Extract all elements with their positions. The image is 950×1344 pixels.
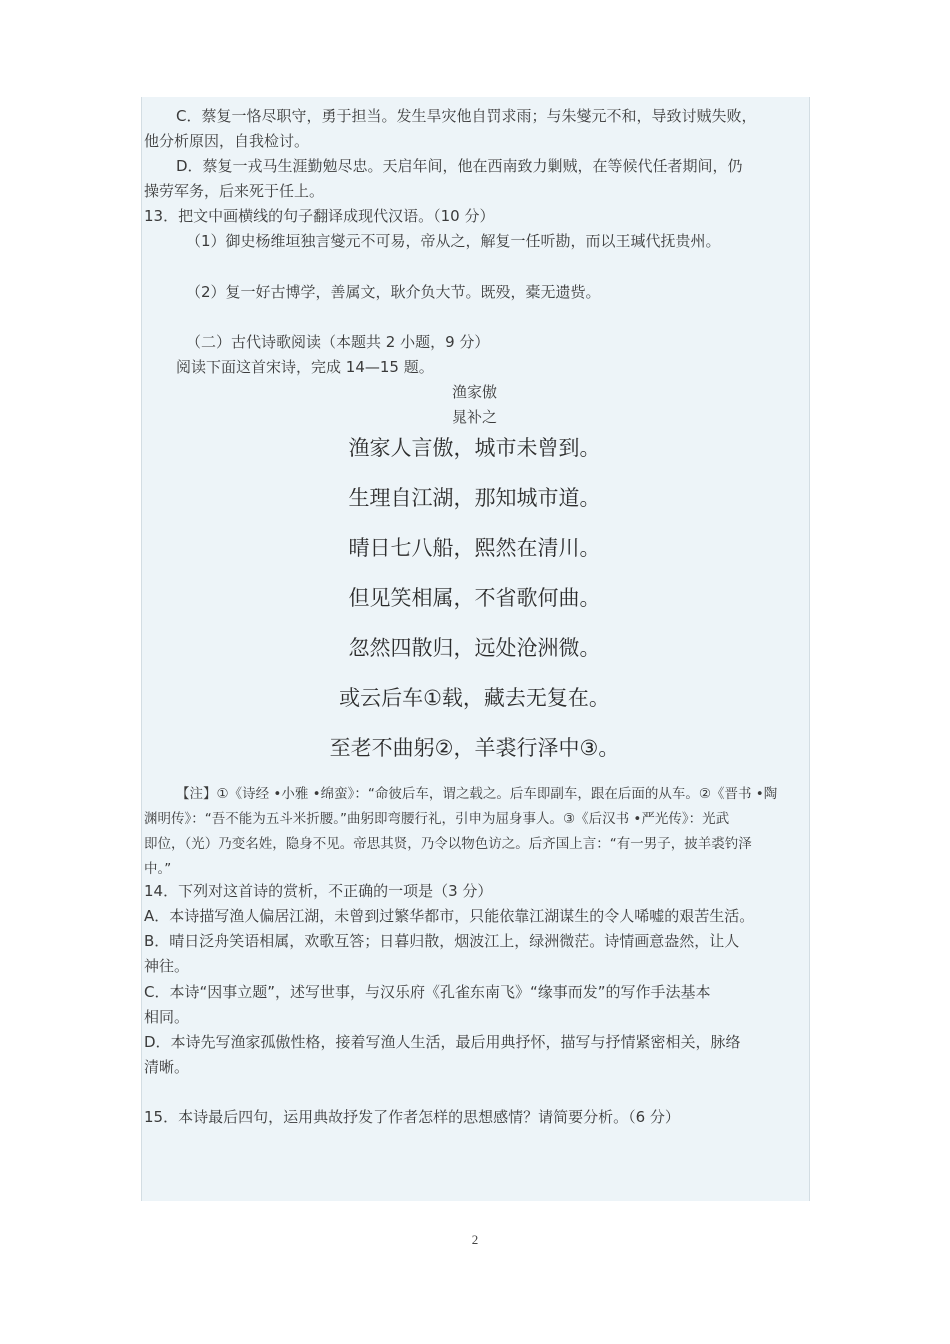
poem-title: 渔家傲	[451, 383, 497, 401]
section-heading: （二）古代诗歌阅读（本题共 2 小题，9 分）	[186, 333, 490, 351]
option-d-line2: 操劳军务，后来死于任上。	[144, 182, 325, 200]
q14-option-b-line1: B．晴日泛舟笑语相属，欢歌互答；日暮归散，烟波江上，绿洲微茫。诗情画意盎然，让人	[144, 932, 740, 950]
page-number: 2	[471, 1232, 479, 1247]
poem-line: 或云后车①载，藏去无复在。	[339, 686, 610, 710]
poem-line: 但见笑相属，不省歌何曲。	[348, 586, 601, 610]
note-line: 【注】①《诗经 •小雅 •绵蛮》：“命彼后车，谓之载之。后车即副车，跟在后面的从车。②《晋书 •陶	[176, 786, 778, 802]
option-c-line2: 他分析原因，自我检讨。	[144, 132, 310, 150]
note-line: 中。”	[144, 861, 172, 877]
note-line: 渊明传》：“吾不能为五斗米折腰。”曲躬即弯腰行礼，引申为屈身事人。③《后汉书 •严光传》：光武	[144, 811, 730, 827]
q14-option-d-line1: D．本诗先写渔家孤傲性格，接着写渔人生活，最后用典抒怀，描写与抒情紧密相关，脉络	[144, 1033, 741, 1051]
poem-line: 晴日七八船，熙然在清川。	[348, 536, 601, 560]
poem-author: 晁补之	[451, 408, 497, 426]
poem-line: 忽然四散归，远处沧洲微。	[348, 636, 601, 660]
q14-option-a: A．本诗描写渔人偏居江湖，未曾到过繁华都市，只能依靠江湖谋生的令人唏嘘的艰苦生活。	[144, 907, 755, 925]
note-line: 即位，（光）乃变名姓，隐身不见。帝思其贤，乃令以物色访之。后齐国上言：“有一男子，披羊裘钓泽	[144, 836, 752, 852]
q13-sentence-2: （2）复一好古博学，善属文，耿介负大节。既殁，橐无遗赀。	[186, 283, 601, 301]
option-d-line1: D．蔡复一戎马生涯勤勉尽忠。天启年间，他在西南致力剿贼，在等候代任者期间，仍	[176, 157, 743, 175]
section-instruction: 阅读下面这首宋诗，完成 14—15 题。	[176, 358, 434, 376]
q14-option-b-line2: 神往。	[144, 957, 190, 975]
option-c-line1: C．蔡复一恪尽职守，勇于担当。发生旱灾他自罚求雨；与朱燮元不和，导致讨贼失败，	[176, 107, 757, 125]
q14-option-d-line2: 清晰。	[144, 1058, 190, 1076]
q13-sentence-1: （1）御史杨维垣独言燮元不可易，帝从之，解复一任听勘，而以王瑊代抚贵州。	[186, 232, 721, 250]
q15-stem: 15．本诗最后四句，运用典故抒发了作者怎样的思想感情？请简要分析。（6 分）	[144, 1108, 680, 1126]
poem-line: 渔家人言傲，城市未曾到。	[348, 436, 601, 460]
q13-stem: 13．把文中画横线的句子翻译成现代汉语。（10 分）	[144, 207, 495, 225]
q14-stem: 14．下列对这首诗的赏析，不正确的一项是（3 分）	[144, 882, 493, 900]
q14-option-c-line2: 相同。	[144, 1008, 190, 1026]
poem-line: 至老不曲躬②，羊裘行泽中③。	[329, 736, 620, 760]
poem-line: 生理自江湖，那知城市道。	[348, 486, 601, 510]
q14-option-c-line1: C．本诗“因事立题”，述写世事，与汉乐府《孔雀东南飞》“缘事而发”的写作手法基本	[144, 983, 711, 1001]
